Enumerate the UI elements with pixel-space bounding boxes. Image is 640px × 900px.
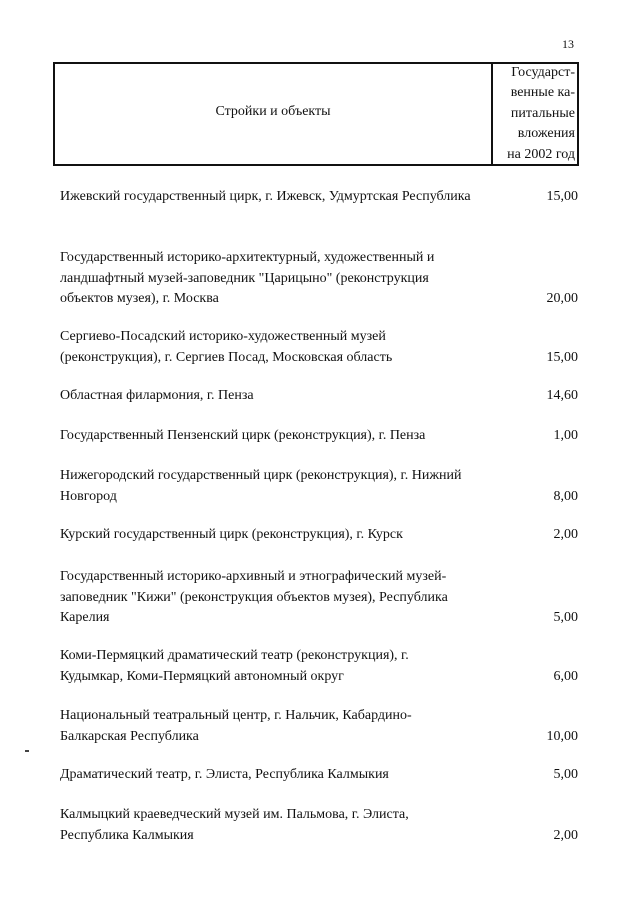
entry-row	[60, 248, 578, 310]
entry-row	[60, 386, 578, 407]
entry-value: 14,60	[546, 388, 578, 403]
entry-value: 15,00	[546, 349, 578, 365]
entry-value: 2,00	[553, 827, 578, 843]
investment-header-line: питальные	[510, 105, 575, 121]
entry-name: Областная филармония, г. Пенза	[60, 388, 254, 403]
entry-value: 5,00	[553, 767, 578, 782]
entry-row	[60, 466, 578, 507]
entry-row	[60, 706, 578, 747]
entry-name: Нижегородский государственный цирк (реконструкция), г. Нижний Новгород	[60, 468, 462, 504]
entry-name: Государственный Пензенский цирк (реконструкция), г. Пенза	[60, 428, 426, 443]
entry-name: Калмыцкий краеведческий музей им. Пальмова, г. Элиста, Республика Калмыкия	[60, 807, 409, 843]
entry-row	[60, 525, 578, 546]
entry-name: Курский государственный цирк (реконструкция), г. Курск	[60, 527, 403, 542]
entry-row	[60, 646, 578, 687]
entry-row	[60, 187, 578, 208]
entry-value: 5,00	[553, 610, 578, 625]
investment-header-line: венные ка-	[510, 85, 575, 101]
entry-row	[60, 567, 578, 629]
entry-value: 2,00	[553, 527, 578, 542]
margin-mark	[25, 750, 29, 752]
entry-name: Государственный историко-архивный и этнографический музей-заповедник "Кижи" (реконструкция объектов музея), Республика Карелия	[60, 569, 448, 625]
entry-name: Коми-Пермяцкий драматический театр (реконструкция), г. Кудымкар, Коми-Пермяцкий автономный округ	[60, 648, 409, 684]
entry-name: Сергиево-Посадский историко-художественный музей (реконструкция), г. Сергиев Посад, Московская область	[60, 329, 393, 365]
page-number: 13	[562, 37, 574, 51]
entry-value: 10,00	[546, 728, 578, 744]
entry-name: Ижевский государственный цирк, г. Ижевск, Удмуртская Республика	[60, 189, 471, 204]
investment-header-line: Государст-	[511, 64, 575, 80]
objects-column-header: Стройки и объекты	[215, 104, 331, 119]
entry-name: Национальный театральный центр, г. Нальчик, Кабардино-Балкарская Республика	[60, 708, 412, 744]
investment-header-line: вложения	[517, 126, 575, 142]
entry-name: Драматический театр, г. Элиста, Республика Калмыкия	[60, 767, 389, 782]
entry-value: 20,00	[546, 291, 578, 306]
entry-value: 6,00	[553, 668, 578, 684]
entry-row	[60, 327, 578, 368]
investment-header-line: на 2002 год	[507, 146, 575, 162]
entry-row	[60, 765, 578, 786]
entry-row	[60, 426, 578, 447]
entry-value: 1,00	[553, 428, 578, 443]
entry-value: 8,00	[553, 488, 578, 504]
entry-row	[60, 805, 578, 846]
entry-name: Государственный историко-архитектурный, художественный и ландшафтный музей-заповедник "Царицыно" (реконструкция объектов музея), г. Москва	[60, 250, 435, 306]
entry-value: 15,00	[546, 189, 578, 204]
